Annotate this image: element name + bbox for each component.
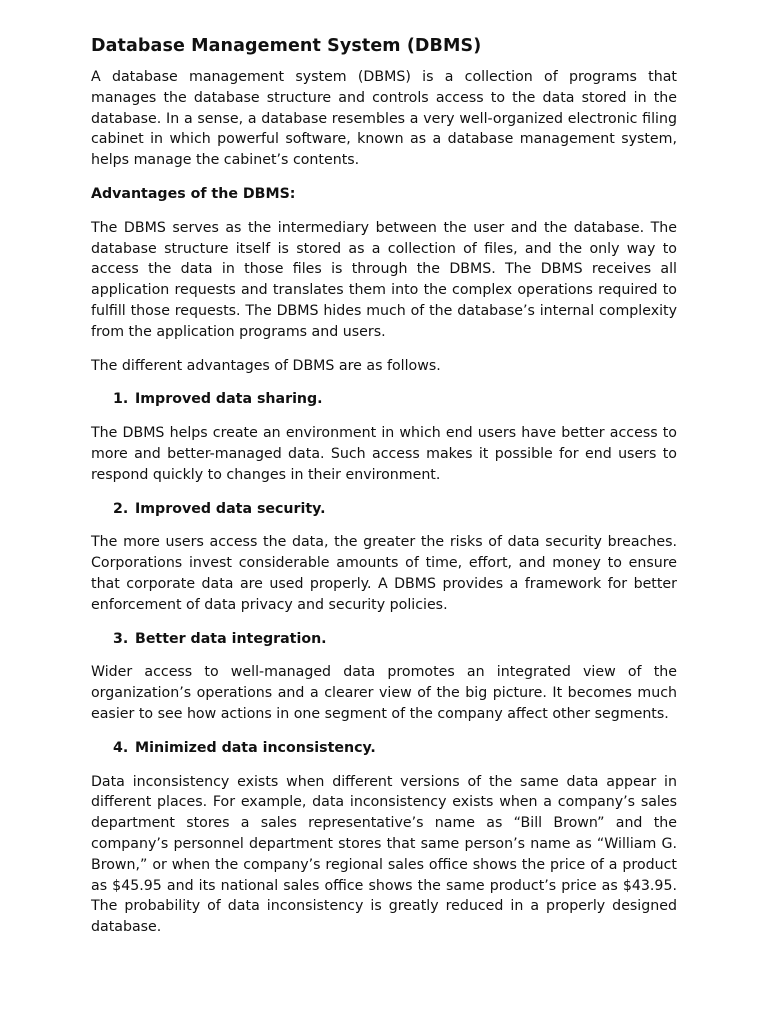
list-item-heading-2 xyxy=(91,499,677,520)
list-item-heading-4 xyxy=(91,738,677,759)
list-item-paragraph-4: Data inconsistency exists when different versions of the same data appear in different places. For example, data inconsistency exists when a company’s sales department stores a sales representative’s name as “Bill Brown” and the company’s personnel department stores that same person’s name as “William G. Brown,” or when the company’s regional sales office shows the price of a product as $45.95 and its national sales office shows the same product’s price as $43.95. The probability of data inconsistency is greatly reduced in a properly designed database. xyxy=(91,773,677,936)
list-number: 3. xyxy=(113,630,129,647)
intro-paragraph: A database management system (DBMS) is a collection of programs that manages the database structure and controls access to the data stored in the database. In a sense, a database resembles a very well-organized electronic filing cabinet in which powerful software, known as a database management system, helps manage the cabinet’s contents. xyxy=(91,69,677,169)
document-page xyxy=(91,34,677,951)
list-number: 1. xyxy=(113,391,129,408)
list-item-paragraph-1: The DBMS helps create an environment in which end users have better access to more and better-managed data. Such access makes it possible for end users to respond quickly to changes in their environment. xyxy=(91,425,677,483)
advantages-intro-paragraph: The DBMS serves as the intermediary between the user and the database. The database structure itself is stored as a collection of files, and the only way to access the data in those files is through the DBMS. The DBMS receives all application requests and translates them into the complex operations required to fulfill those requests. The DBMS hides much of the database’s internal complexity from the application programs and users. xyxy=(91,219,677,340)
page-title: Database Management System (DBMS) xyxy=(91,36,482,56)
list-item-heading-3 xyxy=(91,629,677,650)
list-item-paragraph-2: The more users access the data, the greater the risks of data security breaches. Corporations invest considerable amounts of time, effort, and money to ensure that corporate data are used properly. A DBMS provides a framework for better enforcement of data privacy and security policies. xyxy=(91,534,677,613)
list-heading-text: Better data integration. xyxy=(135,630,327,647)
advantages-heading: Advantages of the DBMS: xyxy=(91,185,296,202)
list-heading-text: Minimized data inconsistency. xyxy=(135,739,376,756)
list-number: 2. xyxy=(113,500,129,517)
list-heading-text: Improved data sharing. xyxy=(135,391,323,408)
list-heading-text: Improved data security. xyxy=(135,500,326,517)
list-item-heading-1 xyxy=(91,389,677,410)
list-number: 4. xyxy=(113,739,129,756)
list-item-paragraph-3: Wider access to well-managed data promotes an integrated view of the organization’s operations and a clearer view of the big picture. It becomes much easier to see how actions in one segment of the company affect other segments. xyxy=(91,664,677,722)
list-lead-paragraph: The different advantages of DBMS are as follows. xyxy=(91,357,441,374)
